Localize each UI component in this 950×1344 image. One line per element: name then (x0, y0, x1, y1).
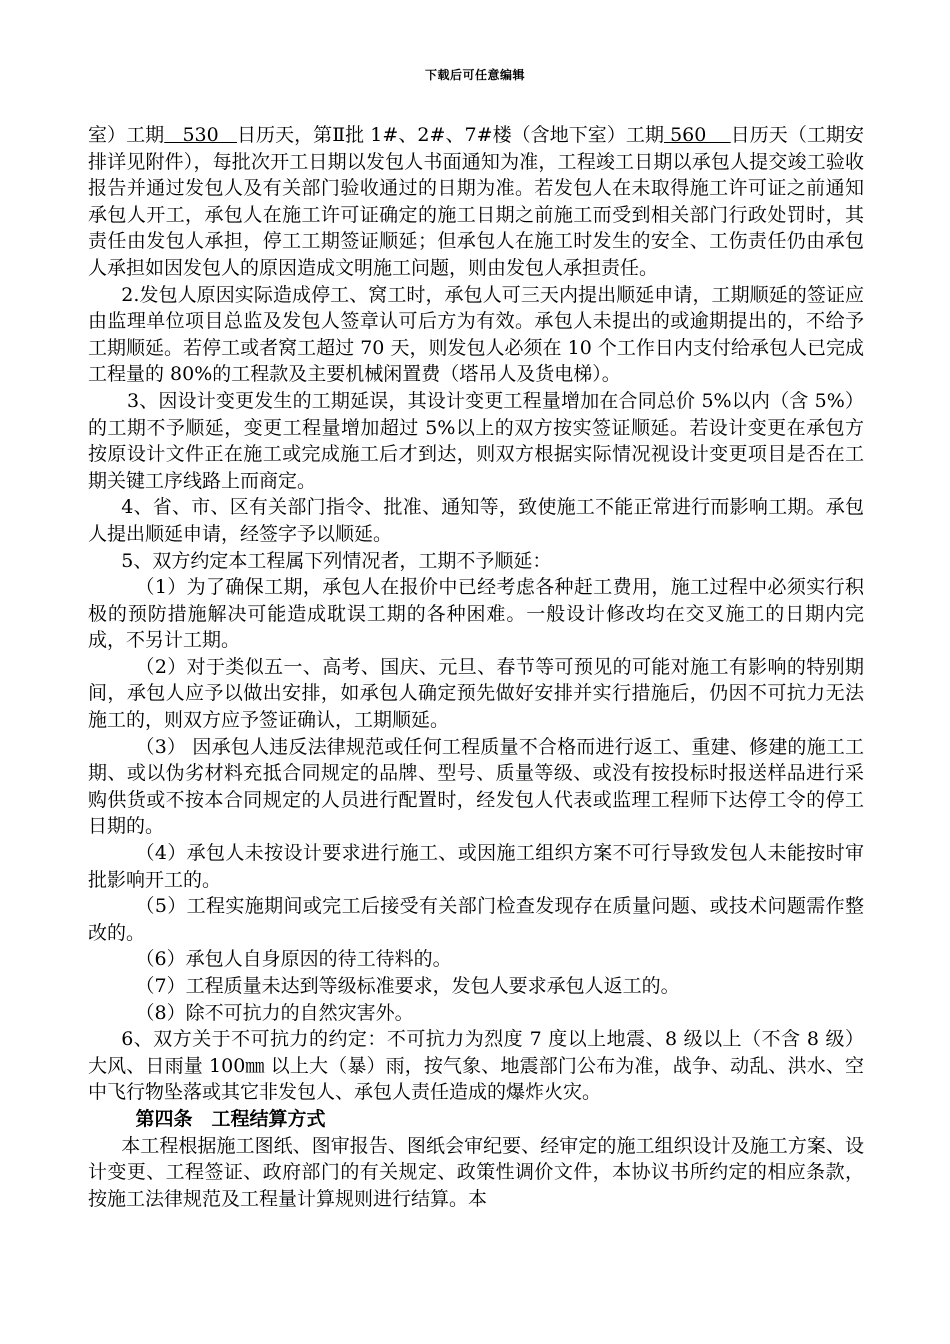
paragraph-3: 3、因设计变更发生的工期延误，其设计变更工程量增加在合同总价 5%以内（含 5%）的工期不予顺延，变更工程量增加超过 5%以上的双方按实签证顺延。若设计变更在承包方按原设计文件正在施工或完成施工后才到达，则双方根据实际情况视设计变更项目是否在工期关键工序线路上而商定。 (88, 389, 864, 492)
underlined-value-560: 560 (664, 124, 731, 146)
underlined-value-530: 530 (164, 124, 237, 146)
list-item-2: （2）对于类似五一、高考、国庆、元旦、春节等可预见的可能对施工有影响的特别期间，承包人应予以做出安排，如承包人确定预先做好安排并实行措施后，仍因不可抗力无法施工的，则双方应予签证确认，工期顺延。 (88, 655, 864, 732)
list-item-7: （7）工程质量未达到等级标准要求，发包人要求承包人返工的。 (135, 975, 680, 997)
list-item-4: （4）承包人未按设计要求进行施工、或因施工组织方案不可行导致发包人未能按时审批影响开工的。 (88, 842, 864, 891)
list-item-3: （3） 因承包人违反法律规范或任何工程质量不合格而进行返工、重建、修建的施工工期、或以伪劣材料充抵合同规定的品牌、型号、质量等级、或没有按投标时报送样品进行采购供货或不按本合同规定的人员进行配置时，经发包人代表或监理工程师下达停工令的停工日期的。 (88, 735, 864, 838)
section-heading: 第四条 工程结算方式 (135, 1107, 326, 1130)
text-run: 日历天，第Ⅱ批 1#、2#、7#楼（含地下室）工期 (236, 124, 664, 146)
page-header: 下载后可任意编辑 (424, 68, 525, 82)
text-run: 日历天（工期安排详见附件），每批次开工日期以发包人书面通知为准，工程竣工日期以承包人提交竣工验收报告并通过发包人及有关部门验收通过的日期为准。若发包人在未取得施工许可证之前通知承包人开工，承包人在施工许可证确定的施工日期之前施工而受到相关部门行政处罚时，其责任由发包人承担，停工工期签证顺延；但承包人在施工时发生的安全、工伤责任仍由承包人承担如因发包人的原因造成文明施工问题，则由发包人承担责任。 (88, 124, 864, 279)
document-body (88, 122, 864, 1212)
list-item-8: （8）除不可抗力的自然灾害外。 (135, 1001, 414, 1024)
paragraph-schedule (88, 122, 864, 282)
text-run: 室）工期 (88, 124, 165, 146)
paragraph-5: 5、双方约定本工程属下列情况者，工期不予顺延： (121, 549, 552, 572)
paragraph-2: 2.发包人原因实际造成停工、窝工时，承包人可三天内提出顺延申请，工期顺延的签证应由监理单位项目总监及发包人签章认可后方为有效。承包人未提出的或逾期提出的，不给予工期顺延。若停工或者窝工超过 70 天，则发包人必须在 10 个工作日内支付给承包人已完成工程量的 80%的工程款及主要机械闲置费（塔吊人及货电梯）。 (88, 283, 864, 386)
list-item-6: （6）承包人自身原因的待工待料的。 (135, 948, 452, 971)
paragraph-7: 本工程根据施工图纸、图审报告、图纸会审纪要、经审定的施工组织设计及施工方案、设计变更、工程签证、政府部门的有关规定、政策性调价文件，本协议书所约定的相应条款，按施工法律规范及工程量计算规则进行结算。本 (88, 1134, 864, 1210)
list-item-5: （5）工程实施期间或完工后接受有关部门检查发现存在质量问题、或技术问题需作整改的。 (88, 895, 864, 944)
list-item-1: （1）为了确保工期，承包人在报价中已经考虑各种赶工费用，施工过程中必须实行积极的预防措施解决可能造成耽误工期的各种困难。一般设计修改均在交叉施工的日期内完成，不另计工期。 (88, 576, 864, 652)
paragraph-6: 6、双方关于不可抗力的约定：不可抗力为烈度 7 度以上地震、8 级以上（不含 8 级）大风、日雨量 100㎜ 以上大（暴）雨，按气象、地震部门公布为准，战争、动乱、洪水、空中飞行物坠落或其它非发包人、承包人责任造成的爆炸火灾。 (88, 1028, 864, 1104)
paragraph-4: 4、省、市、区有关部门指令、批准、通知等，致使施工不能正常进行而影响工期。承包人提出顺延申请，经签字予以顺延。 (88, 496, 864, 545)
